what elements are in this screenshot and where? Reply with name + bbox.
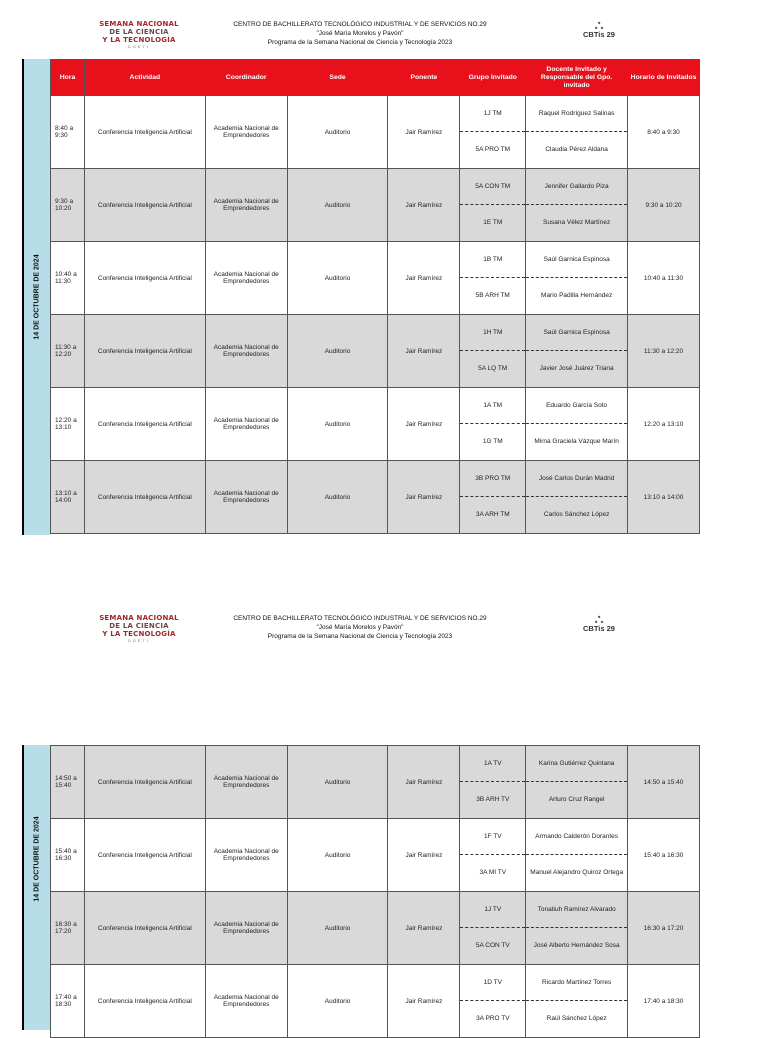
table-row <box>51 388 700 461</box>
cell-horario: 12:20 a 13:10 <box>628 388 700 461</box>
logo-line2: DE LA CIENCIA <box>109 622 169 630</box>
cell-ponente: Jair Ramírez <box>388 746 460 819</box>
cell-grupo-invitado <box>460 315 526 388</box>
cell-actividad: Conferencia Inteligencia Artificial <box>84 461 205 534</box>
docente-entry: Mario Padilla Hernández <box>541 292 613 299</box>
program-title: Programa de la Semana Nacional de Ciencia y Tecnología 2023 <box>267 39 453 46</box>
table-row <box>51 242 700 315</box>
cell-actividad: Conferencia Inteligencia Artificial <box>84 315 205 388</box>
cell-grupo-invitado <box>460 892 526 965</box>
cell-horario: 10:40 a 11:30 <box>628 242 700 315</box>
cbtis-label: CBTis 29 <box>583 624 615 633</box>
cell-actividad: Conferencia Inteligencia Artificial <box>84 169 205 242</box>
table-row <box>51 819 700 892</box>
column-header-actividad: Actividad <box>84 60 205 96</box>
grupo-entry: 5B ARH TM <box>475 292 510 299</box>
column-header-coordinador: Coordinador <box>205 60 287 96</box>
cell-horario: 14:50 a 15:40 <box>628 746 700 819</box>
cell-actividad: Conferencia Inteligencia Artificial <box>84 242 205 315</box>
cell-ponente: Jair Ramírez <box>388 96 460 169</box>
cell-horario: 16:30 a 17:20 <box>628 892 700 965</box>
table-row <box>51 315 700 388</box>
docente-entry: Javier José Juárez Triana <box>539 365 614 372</box>
table-row <box>51 892 700 965</box>
cell-coordinador: Academia Nacional de Emprendedores <box>205 96 287 169</box>
cell-docente-invitado <box>526 819 628 892</box>
school-motto: "José María Morelos y Pavón" <box>316 30 404 37</box>
docente-entry: Raquel Rodríguez Salinas <box>526 96 627 132</box>
column-header-docente-invitado: Docente Invitado y Responsable del Gpo. invitado <box>526 60 628 96</box>
docente-entry: Claudia Pérez Aldana <box>545 146 608 153</box>
schedule-table-1 <box>22 59 700 535</box>
column-header-hora: Hora <box>51 60 85 96</box>
docente-entry: Carlos Sánchez López <box>543 511 610 518</box>
cell-coordinador: Academia Nacional de Emprendedores <box>205 819 287 892</box>
grupo-entry: 5A PRO TM <box>475 146 511 153</box>
column-header-ponente: Ponente <box>388 60 460 96</box>
docente-entry: Raúl Sánchez López <box>546 1015 607 1022</box>
docente-entry: Susana Vélez Martínez <box>543 219 611 226</box>
cell-coordinador: Academia Nacional de Emprendedores <box>205 315 287 388</box>
cell-coordinador: Academia Nacional de Emprendedores <box>205 965 287 1038</box>
program-title: Programa de la Semana Nacional de Ciencia y Tecnología 2023 <box>267 633 453 640</box>
header-text <box>200 20 520 47</box>
docente-entry: Arturo Cruz Rangel <box>548 796 605 803</box>
cell-hora: 13:10 a 14:00 <box>51 461 85 534</box>
cell-ponente: Jair Ramírez <box>388 965 460 1038</box>
grupo-entry: 3B PRO TM <box>460 461 525 497</box>
logo-line4: DGETI <box>127 638 151 643</box>
cell-coordinador: Academia Nacional de Emprendedores <box>205 746 287 819</box>
cell-docente-invitado <box>526 746 628 819</box>
school-name: CENTRO DE BACHILLERATO TECNOLÓGICO INDUSTRIAL Y DE SERVICIOS NO.29 <box>233 21 487 28</box>
header-text <box>200 614 520 641</box>
grupo-entry: 3A ARH TM <box>475 511 510 518</box>
cell-grupo-invitado <box>460 461 526 534</box>
logo-line3: Y LA TECNOLOGÍA <box>102 630 176 638</box>
docente-entry: Saúl Garnica Espinosa <box>526 315 627 351</box>
docente-entry: José Alberto Hernández Sosa <box>533 942 620 949</box>
cell-sede: Auditorio <box>287 746 388 819</box>
cell-coordinador: Academia Nacional de Emprendedores <box>205 169 287 242</box>
cell-sede: Auditorio <box>287 965 388 1038</box>
cell-grupo-invitado <box>460 819 526 892</box>
cell-actividad: Conferencia Inteligencia Artificial <box>84 388 205 461</box>
grupo-entry: 3A PRO TV <box>476 1015 510 1022</box>
docente-entry: Tonatiuh Ramírez Alvarado <box>526 892 627 928</box>
cell-docente-invitado <box>526 892 628 965</box>
logo-line4: DGETI <box>127 44 151 49</box>
cell-grupo-invitado <box>460 169 526 242</box>
table-header-row <box>51 60 700 96</box>
cell-ponente: Jair Ramírez <box>388 388 460 461</box>
cell-sede: Auditorio <box>287 461 388 534</box>
cell-hora: 17:40 a 18:30 <box>51 965 85 1038</box>
cell-coordinador: Academia Nacional de Emprendedores <box>205 242 287 315</box>
docente-entry: Armando Calderón Dorantes <box>526 819 627 855</box>
docente-entry: Karina Gutiérrez Quintana <box>526 746 627 782</box>
docente-entry: Mirna Graciela Vázque Marín <box>534 438 619 445</box>
grupo-entry: 1H TM <box>460 315 525 351</box>
day-column <box>22 745 50 1030</box>
semana-nacional-logo <box>99 614 179 648</box>
cell-ponente: Jair Ramírez <box>388 892 460 965</box>
grupo-entry: 1A TV <box>460 746 525 782</box>
grupo-entry: 3A MI TV <box>479 869 507 876</box>
cell-horario: 11:30 a 12:20 <box>628 315 700 388</box>
cbtis-logo <box>574 612 624 633</box>
cell-grupo-invitado <box>460 96 526 169</box>
docente-entry: José Carlos Durán Madrid <box>526 461 627 497</box>
cell-ponente: Jair Ramírez <box>388 461 460 534</box>
grupo-entry: 1J TM <box>460 96 525 132</box>
cell-sede: Auditorio <box>287 892 388 965</box>
table-row <box>51 461 700 534</box>
cell-sede: Auditorio <box>287 315 388 388</box>
cell-hora: 9:30 a 10:20 <box>51 169 85 242</box>
docente-entry: Manuel Alejandro Quiroz Ortega <box>530 869 624 876</box>
grupo-entry: 1J TV <box>460 892 525 928</box>
docente-entry: Saúl Garnica Espinosa <box>526 242 627 278</box>
cell-actividad: Conferencia Inteligencia Artificial <box>84 965 205 1038</box>
cell-sede: Auditorio <box>287 388 388 461</box>
cell-sede: Auditorio <box>287 96 388 169</box>
cell-hora: 16:30 a 17:20 <box>51 892 85 965</box>
cell-grupo-invitado <box>460 388 526 461</box>
grupo-entry: 1E TM <box>483 219 503 226</box>
table-row <box>51 96 700 169</box>
cell-actividad: Conferencia Inteligencia Artificial <box>84 892 205 965</box>
cell-sede: Auditorio <box>287 819 388 892</box>
cell-sede: Auditorio <box>287 169 388 242</box>
cell-ponente: Jair Ramírez <box>388 169 460 242</box>
cell-hora: 14:50 a 15:40 <box>51 746 85 819</box>
docente-entry: Eduardo García Soto <box>526 388 627 424</box>
grupo-entry: 5A CON TV <box>475 942 510 949</box>
table-row <box>51 965 700 1038</box>
logo-line3: Y LA TECNOLOGÍA <box>102 36 176 44</box>
cell-grupo-invitado <box>460 242 526 315</box>
cell-docente-invitado <box>526 315 628 388</box>
grupo-entry: 1F TV <box>460 819 525 855</box>
cell-hora: 15:40 a 16:30 <box>51 819 85 892</box>
school-motto: "José María Morelos y Pavón" <box>316 624 404 631</box>
table-row <box>51 169 700 242</box>
table-row <box>51 746 700 819</box>
cell-actividad: Conferencia Inteligencia Artificial <box>84 746 205 819</box>
schedule-table-2 <box>22 745 700 1030</box>
schedule-grid <box>50 745 700 1038</box>
semana-nacional-logo <box>99 20 179 54</box>
grupo-entry: 1B TM <box>460 242 525 278</box>
column-header-sede: Sede <box>287 60 388 96</box>
cell-grupo-invitado <box>460 965 526 1038</box>
day-column <box>22 59 50 535</box>
cell-horario: 9:30 a 10:20 <box>628 169 700 242</box>
grupo-entry: 1G TM <box>482 438 503 445</box>
cell-grupo-invitado <box>460 746 526 819</box>
cell-hora: 10:40 a 11:30 <box>51 242 85 315</box>
cell-actividad: Conferencia Inteligencia Artificial <box>84 96 205 169</box>
grupo-entry: 5A CON TM <box>460 169 525 205</box>
docente-entry: Ricardo Martínez Torres <box>526 965 627 1001</box>
cell-horario: 15:40 a 16:30 <box>628 819 700 892</box>
logo-line2: DE LA CIENCIA <box>109 28 169 36</box>
grupo-entry: 3B ARH TV <box>476 796 510 803</box>
schedule-grid <box>50 59 700 534</box>
column-header-horario-invitados: Horario de Invitados <box>628 60 700 96</box>
cell-sede: Auditorio <box>287 242 388 315</box>
cell-docente-invitado <box>526 461 628 534</box>
cell-hora: 8:40 a 9:30 <box>51 96 85 169</box>
logo-line1: SEMANA NACIONAL <box>99 614 179 622</box>
cbtis-label: CBTis 29 <box>583 30 615 39</box>
grupo-entry: 1A TM <box>460 388 525 424</box>
cell-coordinador: Academia Nacional de Emprendedores <box>205 388 287 461</box>
cell-coordinador: Academia Nacional de Emprendedores <box>205 892 287 965</box>
day-label: 14 DE OCTUBRE DE 2024 <box>33 816 41 902</box>
cell-horario: 8:40 a 9:30 <box>628 96 700 169</box>
cell-hora: 12:20 a 13:10 <box>51 388 85 461</box>
cell-horario: 17:40 a 18:30 <box>628 965 700 1038</box>
cell-docente-invitado <box>526 242 628 315</box>
cell-docente-invitado <box>526 96 628 169</box>
cell-docente-invitado <box>526 388 628 461</box>
cell-docente-invitado <box>526 965 628 1038</box>
grupo-entry: 1D TV <box>460 965 525 1001</box>
column-header-grupo-invitado: Grupo Invitado <box>460 60 526 96</box>
school-name: CENTRO DE BACHILLERATO TECNOLÓGICO INDUSTRIAL Y DE SERVICIOS NO.29 <box>233 615 487 622</box>
cell-ponente: Jair Ramírez <box>388 315 460 388</box>
cell-ponente: Jair Ramírez <box>388 242 460 315</box>
page-header-2 <box>0 611 768 662</box>
logo-line1: SEMANA NACIONAL <box>99 20 179 28</box>
cell-hora: 11:30 a 12:20 <box>51 315 85 388</box>
cbtis-emblem-icon: ⛬ <box>594 611 604 626</box>
cell-ponente: Jair Ramírez <box>388 819 460 892</box>
cell-horario: 13:10 a 14:00 <box>628 461 700 534</box>
docente-entry: Jennifer Gallardo Piza <box>526 169 627 205</box>
grupo-entry: 5A LQ TM <box>478 365 508 372</box>
day-label: 14 DE OCTUBRE DE 2024 <box>33 254 41 340</box>
cbtis-logo <box>574 18 624 39</box>
cell-actividad: Conferencia Inteligencia Artificial <box>84 819 205 892</box>
cell-docente-invitado <box>526 169 628 242</box>
cbtis-emblem-icon: ⛬ <box>594 17 604 32</box>
cell-coordinador: Academia Nacional de Emprendedores <box>205 461 287 534</box>
